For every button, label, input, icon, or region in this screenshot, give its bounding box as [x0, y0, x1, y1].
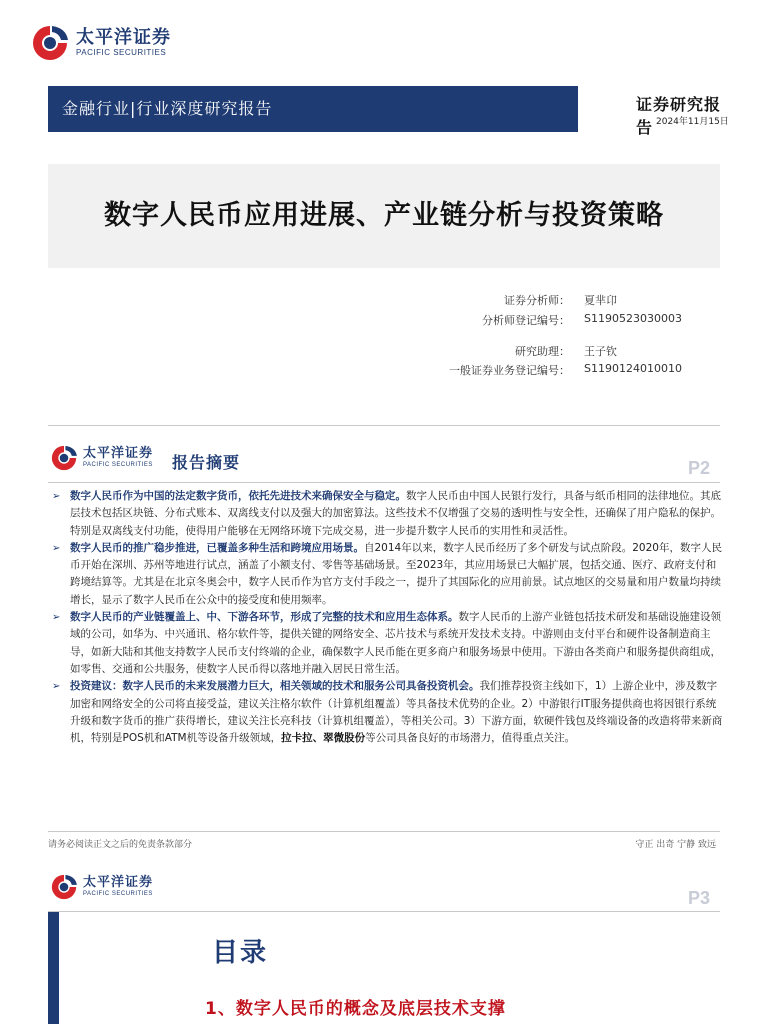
report-category: 金融行业|行业深度研究报告	[48, 86, 578, 132]
page-number: P3	[687, 888, 710, 908]
pacific-securities-logo-icon	[28, 22, 72, 64]
summary-bullet	[52, 540, 724, 609]
analyst-row	[420, 292, 684, 308]
accent-bar	[48, 912, 59, 1024]
analyst-row	[420, 312, 684, 328]
report-type-box	[578, 86, 731, 137]
footer-motto: 守正 出奇 宁静 致远	[635, 840, 716, 850]
toc-title: 目录	[212, 938, 269, 968]
brand-name-cn: 太平洋证券	[83, 875, 154, 890]
section-divider	[48, 482, 720, 483]
bullet-lead: 投资建议：数字人民币的未来发展潜力巨大，相关领域的技术和服务公司具备投资机会。	[70, 680, 480, 693]
report-banner	[48, 86, 731, 137]
footer-disclaimer: 请务必阅读正文之后的免责条款部分	[48, 840, 193, 850]
bullet-lead: 数字人民币的推广稳步推进，已覆盖多种生活和跨境应用场景。	[70, 541, 364, 554]
bullet-body: 等公司具备良好的市场潜力，值得重点关注。	[365, 732, 576, 745]
analyst-value: 夏芈卬	[584, 294, 617, 307]
bullet-body: 自2014年以来，数字人民币经历了多个研发与试点阶段。2020年，数字人民币开始在深圳、苏州等地进行试点，涵盖了小额支付、零售等基础场景。至2023年，其应用场景已大幅扩展，包括交通、医疗、政府支付和跨境结算等。尤其是在北京冬奥会中，数字人民币作为官方支付手段之一，提升了其国际化的应用前景。试点地区的交易量和用户数量均持续增长，显示了数字人民币在公众中的接受度和使用频率。	[70, 541, 722, 606]
arrow-bullet-icon: ➢	[52, 491, 61, 502]
brand-logo	[48, 443, 153, 473]
analyst-label: 证券分析师：	[504, 294, 570, 307]
analyst-label: 一般证券业务登记编号：	[449, 364, 570, 377]
bullet-bold-companies: 拉卡拉、翠微股份	[281, 732, 366, 745]
pacific-securities-logo-icon	[48, 872, 80, 902]
summary-heading: 报告摘要	[172, 453, 241, 472]
report-type: 证券研究报告	[636, 95, 722, 137]
bullet-lead: 数字人民币的产业链覆盖上、中、下游各环节，形成了完整的技术和应用生态体系。	[70, 611, 459, 624]
pacific-securities-logo-icon	[48, 443, 80, 473]
summary-bullets	[52, 488, 724, 747]
analyst-label: 分析师登记编号：	[482, 314, 570, 327]
page-number: P2	[687, 458, 710, 478]
report-date: 2024年11月15日	[656, 117, 729, 127]
analyst-value: 王子钦	[584, 345, 617, 358]
analyst-row	[420, 343, 684, 359]
analyst-row	[420, 362, 684, 378]
brand-name-en: PACIFIC SECURITIES	[83, 462, 153, 468]
bullet-body: 数字人民币由中国人民银行发行，具备与纸币相同的法律地位。其底层技术包括区块链、分布式账本、双离线支付以及强大的加密算法。这些技术不仅增强了交易的透明性与安全性，还确保了用户隐私的保护。特别是双离线支付功能，使得用户能够在无网络环境下完成交易，进一步提升数字人民币的实用性和灵活性。	[70, 490, 721, 537]
summary-bullet	[52, 678, 724, 747]
bullet-body: 我们推荐投资主线如下，1）上游企业中，涉及数字加密和网络安全的公司将直接受益，建议关注格尔软件（计算机组覆盖）等具备技术优势的企业。2）中游银行IT服务提供商也将因银行系统升级和数字货币的推广获得增长，建议关注长亮科技（计算机组覆盖），等相关公司。3）下游方面，软硬件钱包及终端设备的改造将带来新商机，特别是POS机和ATM机等设备升级领域，	[70, 680, 723, 745]
arrow-bullet-icon: ➢	[52, 681, 61, 693]
brand-logo	[48, 872, 153, 902]
summary-bullet	[52, 488, 724, 540]
analyst-value: S1190523030003	[584, 312, 682, 325]
brand-logo	[28, 22, 171, 64]
summary-bullet	[52, 609, 724, 678]
page-divider	[48, 425, 720, 426]
bullet-body: 数字人民币的上游产业链包括技术研发和基础设施建设领域的公司，如华为、中兴通讯、格尔软件等，提供关键的网络安全、芯片技术与系统开发技术支持。中游则由支付平台和硬件设备制造商主导，如新大陆和其他支持数字人民币支付终端的企业，确保数字人民币能在更多商户和服务场景中使用。下游由各类商户和服务提供商组成，如零售、交通和公共服务，使数字人民币得以落地并融入居民日常生活。	[70, 611, 721, 675]
title-box	[48, 164, 720, 268]
analyst-label: 研究助理：	[515, 345, 570, 358]
analyst-value: S1190124010010	[584, 362, 682, 375]
brand-name-en: PACIFIC SECURITIES	[83, 891, 153, 897]
section-divider	[48, 911, 720, 912]
brand-name-en: PACIFIC SECURITIES	[76, 48, 167, 57]
brand-name-cn: 太平洋证券	[76, 27, 171, 48]
arrow-bullet-icon: ➢	[52, 612, 61, 624]
toc-item[interactable]: 1、数字人民币的概念及底层技术支撑	[205, 999, 506, 1019]
bullet-lead: 数字人民币作为中国的法定数字货币，依托先进技术来确保安全与稳定。	[70, 490, 406, 502]
footer-divider	[48, 831, 720, 832]
report-title: 数字人民币应用进展、产业链分析与投资策略	[104, 200, 664, 231]
arrow-bullet-icon: ➢	[52, 542, 61, 554]
brand-name-cn: 太平洋证券	[83, 446, 154, 461]
